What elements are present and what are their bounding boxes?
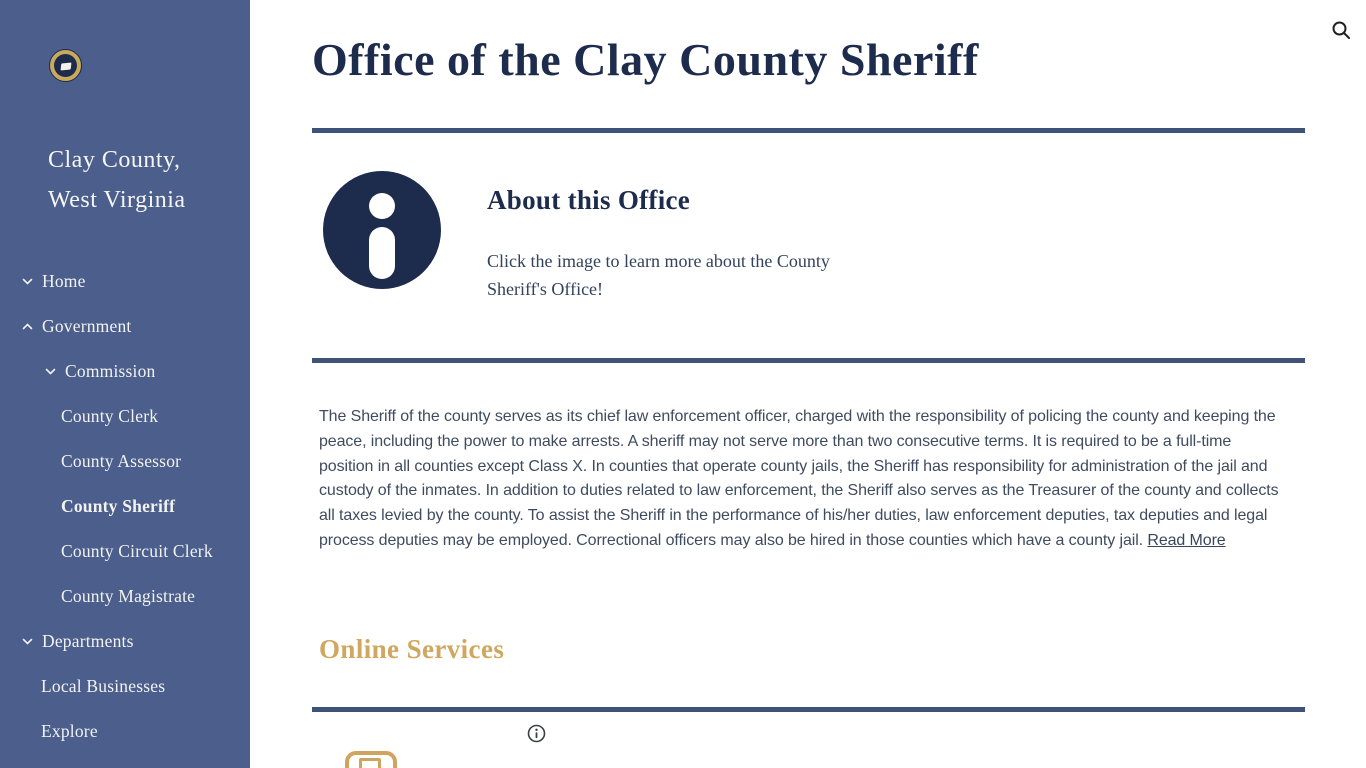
sidebar-item-commission[interactable] bbox=[0, 349, 250, 394]
sheriff-description bbox=[319, 405, 1287, 554]
search-icon[interactable] bbox=[1330, 19, 1352, 41]
sidebar-item-county-assessor[interactable] bbox=[0, 439, 250, 484]
chevron-down-icon[interactable] bbox=[21, 635, 34, 648]
sidebar-item-label: Departments bbox=[42, 631, 134, 651]
sidebar-item-local-businesses[interactable] bbox=[0, 664, 250, 709]
sidebar-item-county-magistrate[interactable] bbox=[0, 574, 250, 619]
description-text: The Sheriff of the county serves as its chief law enforcement officer, charged with the responsibility of policing the county and keeping the peace, including the power to make arrests. A sheriff may not serve more than two consecutive terms. It is required to be a full-time position in all counties except Class X. In counties that operate county jails, the Sheriff has responsibility for administration of the jail and custody of the inmates. In addition to duties related to law enforcement, the Sheriff also serves as the Treasurer of the county and collects all taxes levied by the county. To assist the Sheriff in the performance of his/her duties, law enforcement deputies, tax deputies and legal process deputies may be employed. Correctional officers may also be hired in those counties which have a county jail. bbox=[319, 408, 1279, 549]
online-services-heading: Online Services bbox=[319, 633, 505, 664]
content-column bbox=[312, 0, 1305, 768]
about-heading: About this Office bbox=[487, 185, 691, 215]
online-service-card-icon[interactable] bbox=[345, 751, 397, 768]
section-divider bbox=[312, 358, 1305, 363]
sidebar-item-label: Explore bbox=[41, 721, 98, 741]
info-icon-stem bbox=[369, 227, 395, 279]
read-more-link[interactable]: Read More bbox=[1147, 531, 1226, 549]
seal-county-shape bbox=[61, 62, 72, 70]
about-section bbox=[312, 171, 1305, 303]
site-title-line2: West Virginia bbox=[48, 187, 186, 213]
sidebar-item-departments[interactable] bbox=[0, 619, 250, 664]
info-circle-icon[interactable] bbox=[323, 171, 441, 289]
sidebar-item-label: Commission bbox=[65, 361, 156, 381]
sidebar-item-home[interactable] bbox=[0, 259, 250, 304]
info-icon-dot bbox=[369, 193, 395, 219]
sidebar bbox=[0, 0, 250, 768]
sidebar-item-explore[interactable] bbox=[0, 709, 250, 754]
section-divider bbox=[312, 707, 1305, 712]
page-title: Office of the Clay County Sheriff bbox=[312, 34, 979, 85]
sidebar-item-county-circuit-clerk[interactable] bbox=[0, 529, 250, 574]
page-info-icon[interactable] bbox=[527, 724, 546, 743]
sidebar-item-label: Home bbox=[42, 271, 86, 291]
chevron-down-icon[interactable] bbox=[44, 365, 57, 378]
sidebar-item-government[interactable] bbox=[0, 304, 250, 349]
sidebar-item-label: County Clerk bbox=[61, 406, 159, 426]
site-title[interactable] bbox=[48, 140, 238, 220]
sidebar-item-label: Local Businesses bbox=[41, 676, 166, 696]
sidebar-item-label: County Magistrate bbox=[61, 586, 196, 606]
main-content bbox=[250, 0, 1366, 768]
sidebar-item-county-sheriff[interactable] bbox=[0, 484, 250, 529]
about-caption: Click the image to learn more about the County Sheriff's Office! bbox=[487, 251, 830, 299]
sidebar-item-label: County Assessor bbox=[61, 451, 182, 471]
sidebar-item-label: County Circuit Clerk bbox=[61, 541, 213, 561]
chevron-up-icon[interactable] bbox=[21, 320, 34, 333]
site-title-line1: Clay County, bbox=[48, 147, 181, 173]
service-card-inner-shape bbox=[359, 758, 381, 768]
sidebar-item-label: County Sheriff bbox=[61, 496, 176, 516]
site-logo-seal-icon[interactable] bbox=[49, 49, 82, 82]
chevron-down-icon[interactable] bbox=[21, 275, 34, 288]
about-text bbox=[487, 171, 832, 303]
sidebar-nav bbox=[0, 259, 250, 754]
section-divider bbox=[312, 128, 1305, 133]
sidebar-item-label: Government bbox=[42, 316, 132, 336]
sidebar-item-county-clerk[interactable] bbox=[0, 394, 250, 439]
